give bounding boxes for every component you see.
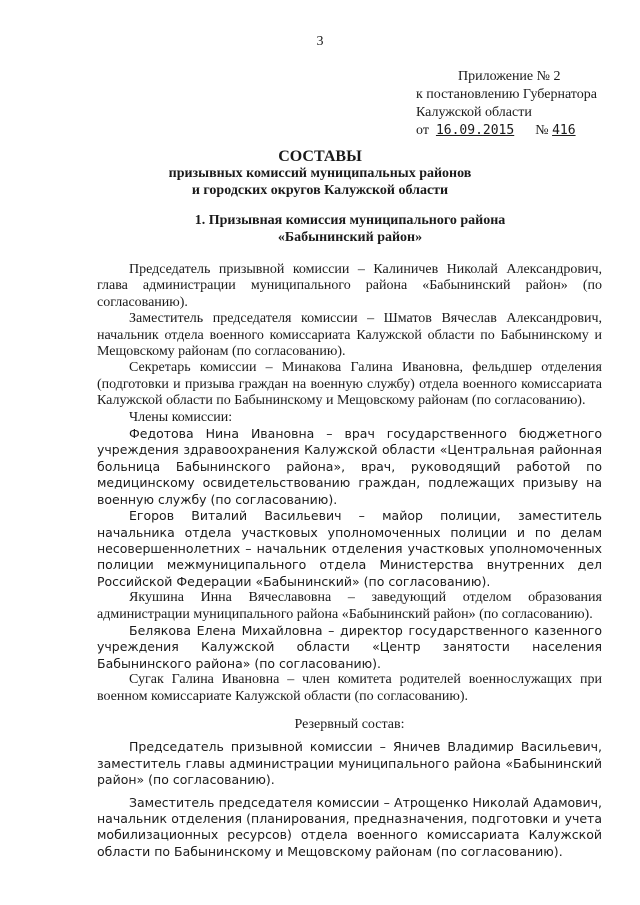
document-body: [97, 262, 602, 860]
annex-date: 16.09.2015: [435, 123, 515, 138]
page-number: 3: [316, 34, 324, 49]
annex-date-line: [416, 122, 626, 140]
annex-title: Приложение № 2: [458, 69, 561, 84]
title-main: СОСТАВЫ: [278, 148, 362, 165]
document-title: [0, 148, 640, 199]
member-paragraph: Якушина Инна Вячеславовна – заведующий отделом образования администрации муниципального района «Бабынинский район» (по согласованию).: [97, 590, 602, 622]
member-paragraph: Федотова Нина Ивановна – врач государственного бюджетного учреждения здравоохранения Калужской области «Центральная районная больница Бабынинского района», врач, руководящий работой по медицинскому освидетельствованию граждан, подлежащих призыву на военную службу (по согласованию).: [97, 426, 602, 507]
annex-number-prefix: №: [535, 123, 549, 138]
annex-ref: к постановлению Губернатора: [416, 87, 597, 102]
member-paragraph: Сугак Галина Ивановна – член комитета родителей военнослужащих при военном комиссариате Калужской области (по согласованию).: [97, 672, 602, 704]
secretary-paragraph: Секретарь комиссии – Минакова Галина Ивановна, фельдшер отделения (подготовки и призыва граждан на военную службу) отдела военного комиссариата Калужской области по Бабынинскому и Мещовскому районам (по согласованию).: [97, 360, 602, 409]
annex-region: Калужской области: [416, 105, 532, 120]
reserve-deputy-paragraph: Заместитель председателя комиссии – Атрощенко Николай Адамович, начальник отделения (планирования, предназначения, подготовки и учета мобилизационных ресурсов) отдела военного комиссариата Калужской области по Бабынинскому и Мещовскому районам (по согласованию).: [97, 794, 602, 859]
member-paragraph: Егоров Виталий Васильевич – майор полиции, заместитель начальника отдела участковых уполномоченных полиции и по делам несовершеннолетних – начальник отделения участковых уполномоченных полиции межмуниципального отдела Министерства внутренних дел Российской Федерации «Бабынинский» (по согласованию).: [97, 508, 602, 589]
title-line3: и городских округов Калужской области: [191, 183, 449, 198]
title-line2: призывных комиссий муниципальных районов: [168, 166, 472, 181]
member-paragraph: Белякова Елена Михайловна – директор государственного казенного учреждения Калужской области «Центр занятости населения Бабынинского района» (по согласованию).: [97, 622, 602, 671]
annex-from: от: [416, 123, 429, 138]
reserve-chairman-paragraph: Председатель призывной комиссии – Яничев Владимир Васильевич, заместитель главы администрации муниципального района «Бабынинский район» (по согласованию).: [97, 739, 602, 788]
annex-number: 416: [552, 123, 576, 138]
members-heading: Члены комиссии:: [129, 409, 233, 425]
section-title-line1: 1. Призывная комиссия муниципального района: [194, 213, 506, 228]
section-title-line2: «Бабынинский район»: [277, 230, 423, 245]
deputy-paragraph: Заместитель председателя комиссии – Шматов Вячеслав Александрович, начальник отдела военного комиссариата Калужской области по Бабынинскому и Мещовскому районам (по согласованию).: [97, 311, 602, 360]
reserve-heading: Резервный состав:: [294, 716, 405, 732]
chairman-paragraph: Председатель призывной комиссии – Калиничев Николай Александрович, глава администрации муниципального района «Бабынинский район» (по согласованию).: [97, 262, 602, 310]
section-title: [0, 212, 640, 246]
annex-block: [416, 68, 626, 140]
